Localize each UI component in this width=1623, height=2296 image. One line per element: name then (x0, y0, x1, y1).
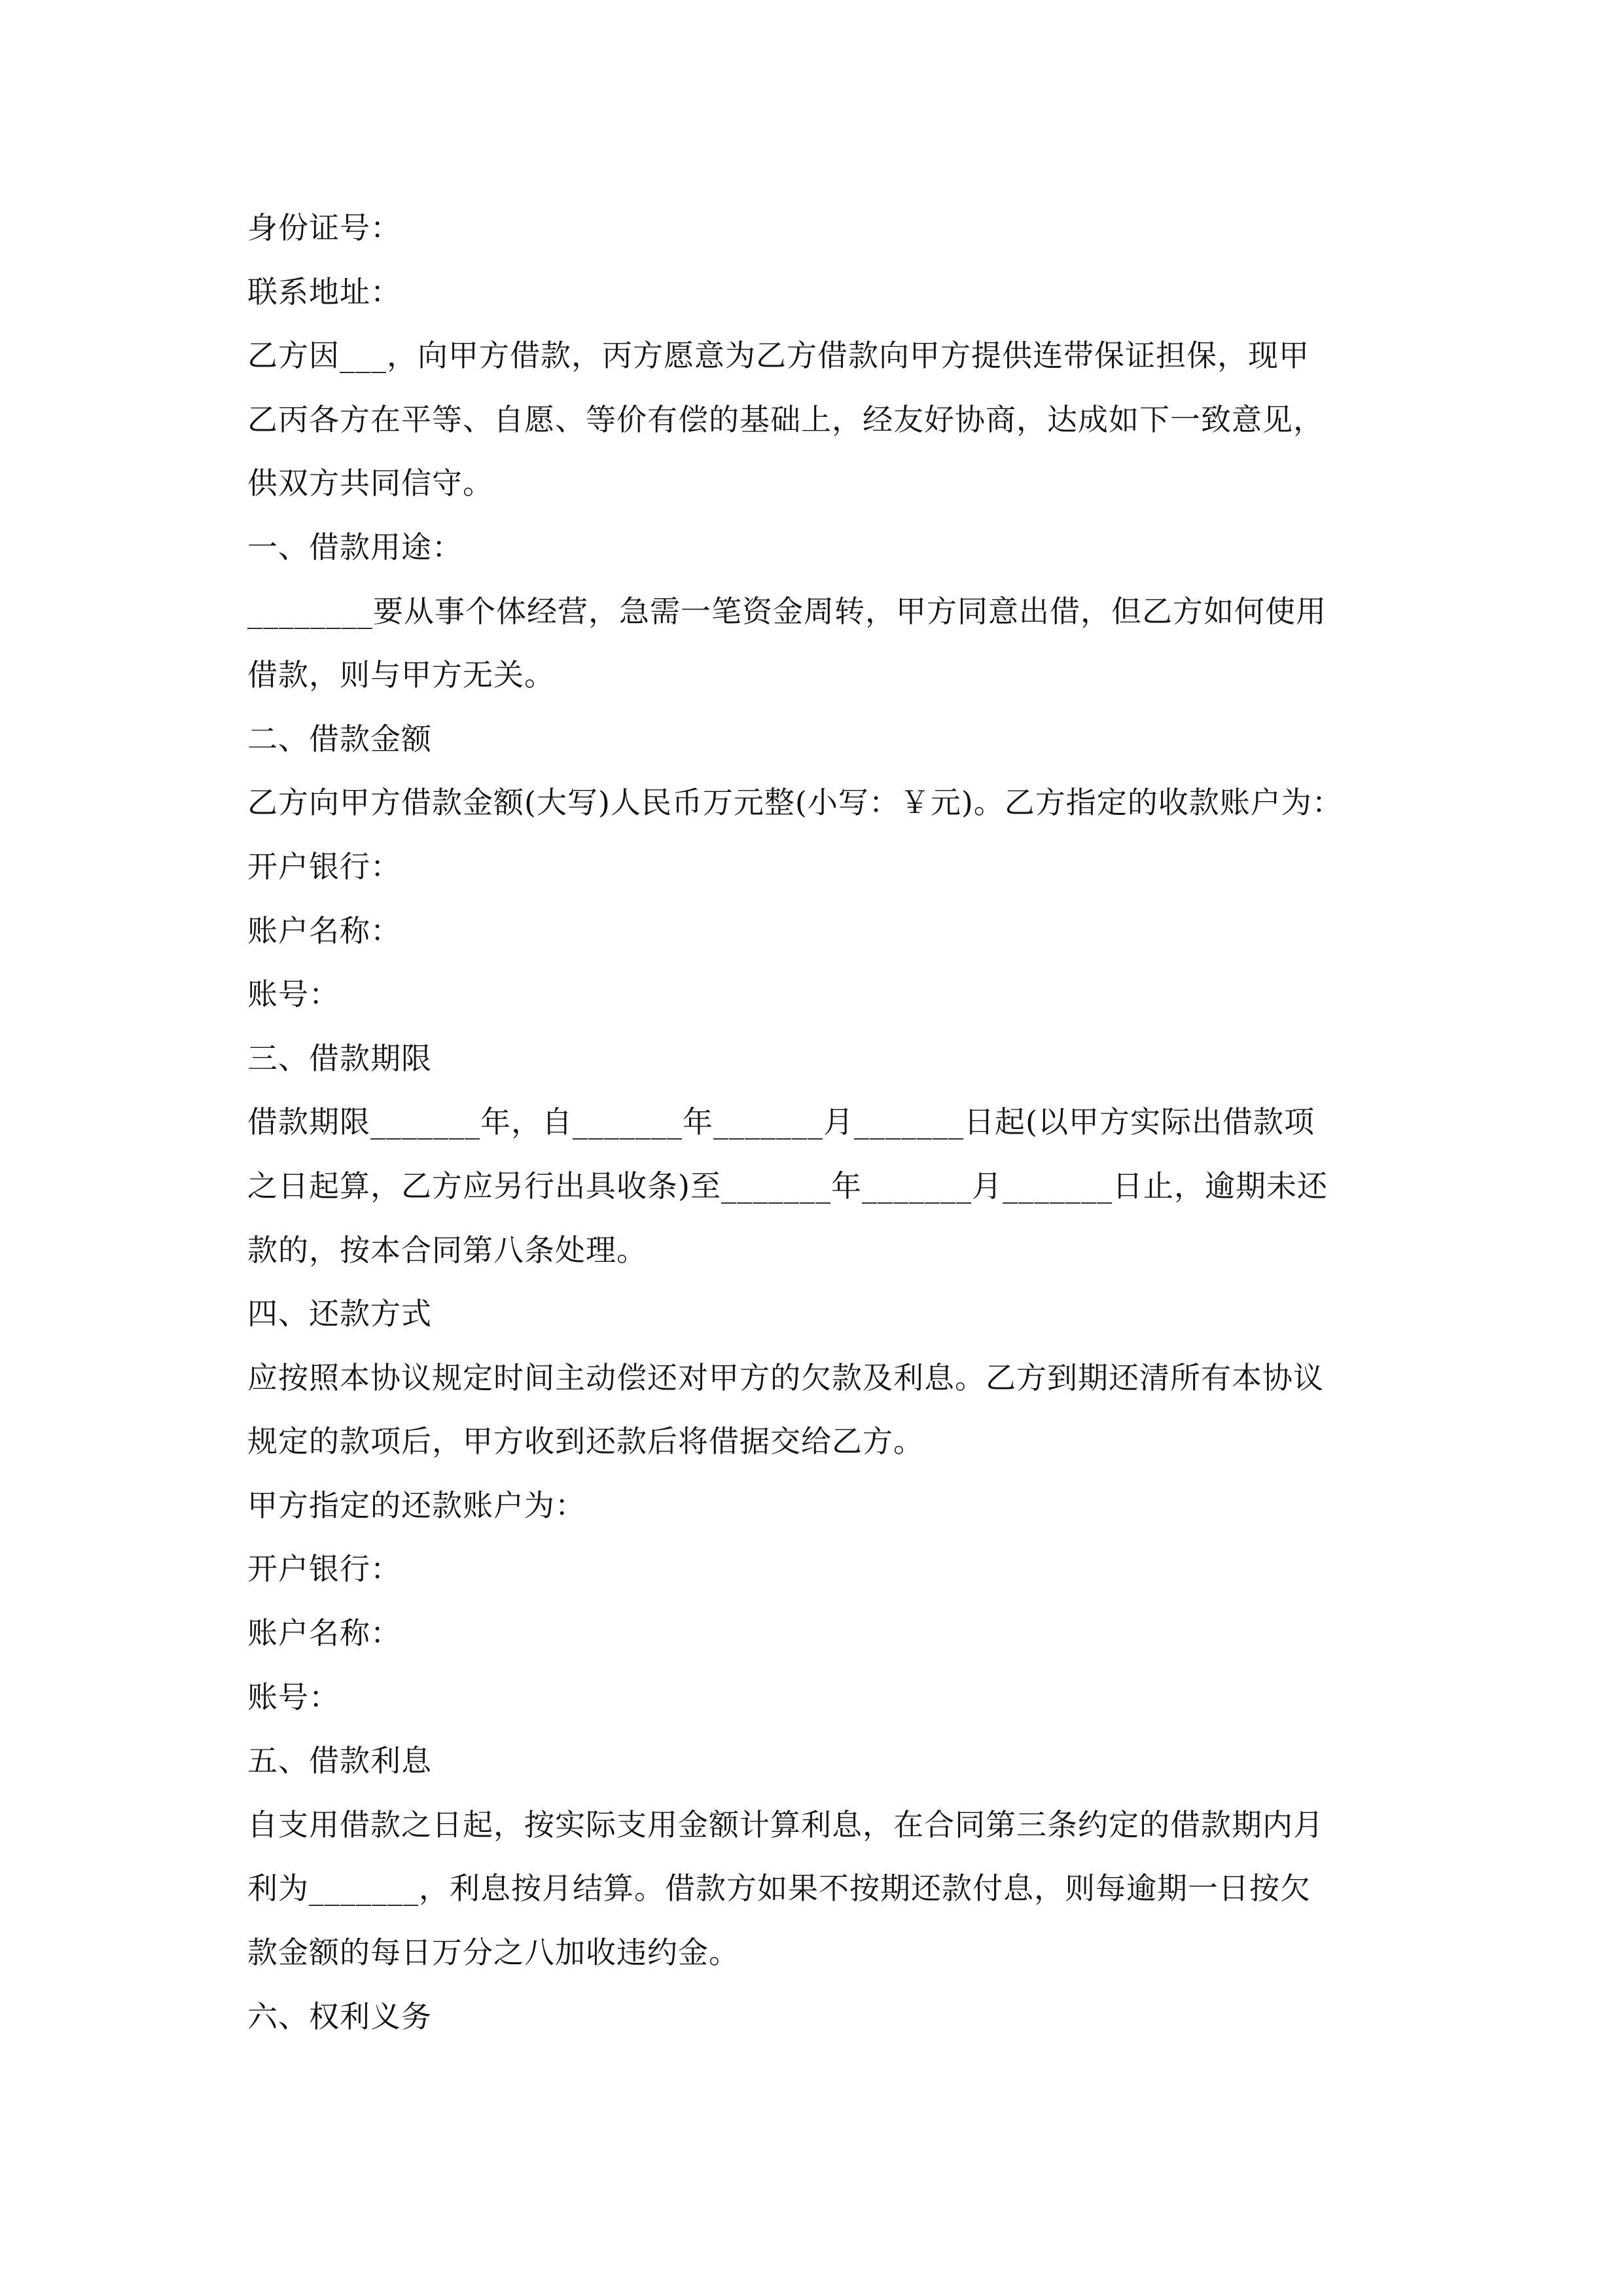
repayment-line-1: 应按照本协议规定时间主动偿还对甲方的欠款及利息。乙方到期还清所有本协议 (247, 1359, 1324, 1395)
purpose-line-2: 借款，则与甲方无关。 (247, 657, 555, 693)
term-line-1: 借款期限_______年，自_______年_______月_______日起(以甲方实际出借款项 (247, 1104, 1315, 1140)
repayment-line-2: 规定的款项后，甲方收到还款后将借据交给乙方。 (247, 1424, 924, 1460)
term-line-2: 之日起算，乙方应另行出具收条)至_______年_______月_______日止，逾期未还 (247, 1168, 1328, 1204)
contact-address-label: 联系地址： (247, 274, 401, 310)
interest-line-2: 利为_______，利息按月结算。借款方如果不按期还款付息，则每逾期一日按欠 (247, 1871, 1311, 1907)
section-heading-term: 三、借款期限 (247, 1040, 432, 1076)
receiving-bank-label: 开户银行： (247, 848, 401, 884)
preamble-line-2: 乙丙各方在平等、自愿、等价有偿的基础上，经友好协商，达成如下一致意见， (247, 401, 1324, 437)
document-body (247, 196, 1386, 2049)
interest-line-3: 款金额的每日万分之八加收违约金。 (247, 1935, 740, 1971)
section-heading-purpose: 一、借款用途： (247, 529, 463, 565)
preamble-line-3: 供双方共同信守。 (247, 465, 493, 501)
section-heading-rights: 六、权利义务 (247, 1998, 432, 2034)
repayment-bank-label: 开户银行： (247, 1551, 401, 1587)
section-heading-amount: 二、借款金额 (247, 721, 432, 757)
receiving-account-name-label: 账户名称： (247, 912, 401, 948)
amount-line: 乙方向甲方借款金额(大写)人民币万元整(小写：￥元)。乙方指定的收款账户为： (247, 785, 1343, 821)
repayment-account-intro: 甲方指定的还款账户为： (247, 1487, 586, 1523)
section-heading-repayment: 四、还款方式 (247, 1296, 432, 1332)
id-number-label: 身份证号： (247, 210, 401, 245)
purpose-line-1: ________要从事个体经营，急需一笔资金周转，甲方同意出借，但乙方如何使用 (247, 593, 1327, 629)
receiving-account-number-label: 账号： (247, 977, 340, 1013)
interest-line-1: 自支用借款之日起，按实际支用金额计算利息，在合同第三条约定的借款期内月 (247, 1806, 1324, 1842)
repayment-account-name-label: 账户名称： (247, 1615, 401, 1651)
section-heading-interest: 五、借款利息 (247, 1743, 432, 1779)
repayment-account-number-label: 账号： (247, 1679, 340, 1715)
preamble-line-1: 乙方因___，向甲方借款，丙方愿意为乙方借款向甲方提供连带保证担保，现甲 (247, 338, 1310, 374)
term-line-3: 款的，按本合同第八条处理。 (247, 1232, 647, 1268)
